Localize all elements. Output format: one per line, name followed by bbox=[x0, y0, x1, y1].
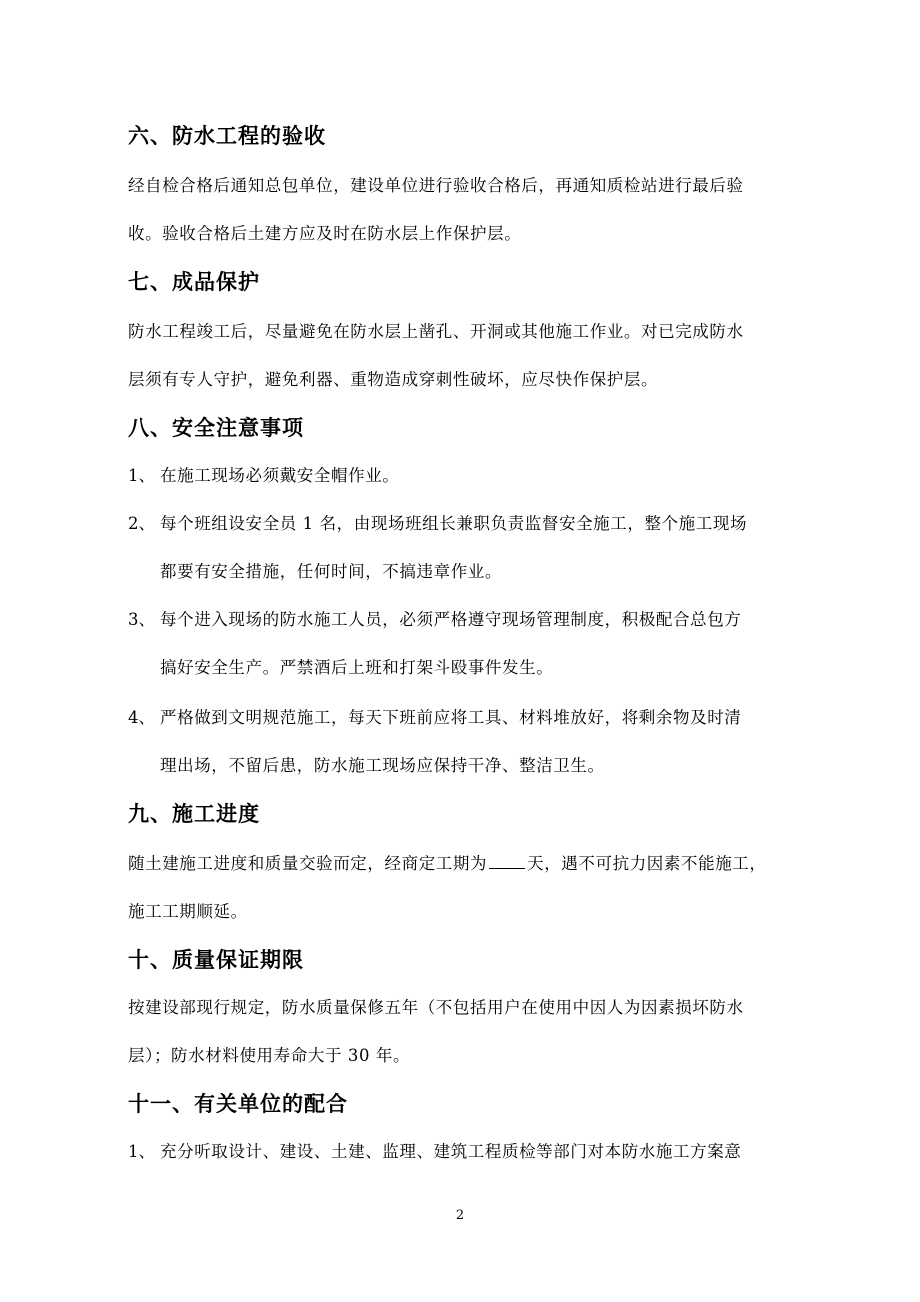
duration-blank-field bbox=[489, 854, 525, 869]
safety-item-2-number: 2、 bbox=[128, 514, 155, 533]
section-9-line-1 bbox=[128, 850, 796, 874]
safety-item-4-line-2: 理出场，不留后患，防水施工现场应保持干净、整洁卫生。 bbox=[160, 756, 605, 775]
safety-item-2-line-2: 都要有安全措施，任何时间，不搞违章作业。 bbox=[160, 562, 502, 581]
section-9-line-2: 施工工期顺延。 bbox=[128, 902, 248, 921]
section-6-line-1: 经自检合格后通知总包单位，建设单位进行验收合格后，再通知质检站进行最后验 bbox=[128, 176, 744, 195]
section-6-line-2: 收。验收合格后土建方应及时在防水层上作保护层。 bbox=[128, 224, 522, 243]
safety-item-3-line-2: 搞好安全生产。严禁酒后上班和打架斗殴事件发生。 bbox=[160, 658, 554, 677]
coordination-item-1-number: 1、 bbox=[128, 1142, 155, 1161]
section-10-line-2: 层）；防水材料使用寿命大于 30 年。 bbox=[128, 1046, 411, 1065]
coordination-item-1-line-1: 充分听取设计、建设、土建、监理、建筑工程质检等部门对本防水施工方案意 bbox=[160, 1142, 742, 1161]
section-11-heading: 十一、有关单位的配合 bbox=[128, 1092, 348, 1116]
section-6-heading: 六、防水工程的验收 bbox=[128, 124, 326, 148]
section-8-heading: 八、安全注意事项 bbox=[128, 416, 304, 440]
safety-item-4-line-1: 严格做到文明规范施工，每天下班前应将工具、材料堆放好，将剩余物及时清 bbox=[160, 708, 742, 727]
safety-item-1-number: 1、 bbox=[128, 466, 155, 485]
safety-item-2-line-1: 每个班组设安全员 1 名，由现场班组长兼职负责监督安全施工，整个施工现场 bbox=[160, 514, 748, 533]
section-10-heading: 十、质量保证期限 bbox=[128, 948, 304, 972]
section-7-line-1: 防水工程竣工后，尽量避免在防水层上凿孔、开洞或其他施工作业。对已完成防水 bbox=[128, 322, 744, 341]
safety-item-1-line-1: 在施工现场必须戴安全帽作业。 bbox=[160, 466, 400, 485]
safety-item-4-number: 4、 bbox=[128, 708, 155, 727]
section-9-text-after-blank: 天，遇不可抗力因素不能施工， bbox=[527, 854, 767, 873]
section-9-heading: 九、施工进度 bbox=[128, 802, 260, 826]
page-number: 2 bbox=[455, 1208, 465, 1223]
safety-item-3-number: 3、 bbox=[128, 610, 155, 629]
section-9-text-before-blank: 随土建施工进度和质量交验而定，经商定工期为 bbox=[128, 854, 488, 873]
section-10-line-1: 按建设部现行规定，防水质量保修五年（不包括用户在使用中因人为因素损坏防水 bbox=[128, 998, 744, 1017]
safety-item-3-line-1: 每个进入现场的防水施工人员，必须严格遵守现场管理制度，积极配合总包方 bbox=[160, 610, 742, 629]
section-7-line-2: 层须有专人守护，避免利器、重物造成穿刺性破坏，应尽快作保护层。 bbox=[128, 370, 659, 389]
section-7-heading: 七、成品保护 bbox=[128, 270, 260, 294]
